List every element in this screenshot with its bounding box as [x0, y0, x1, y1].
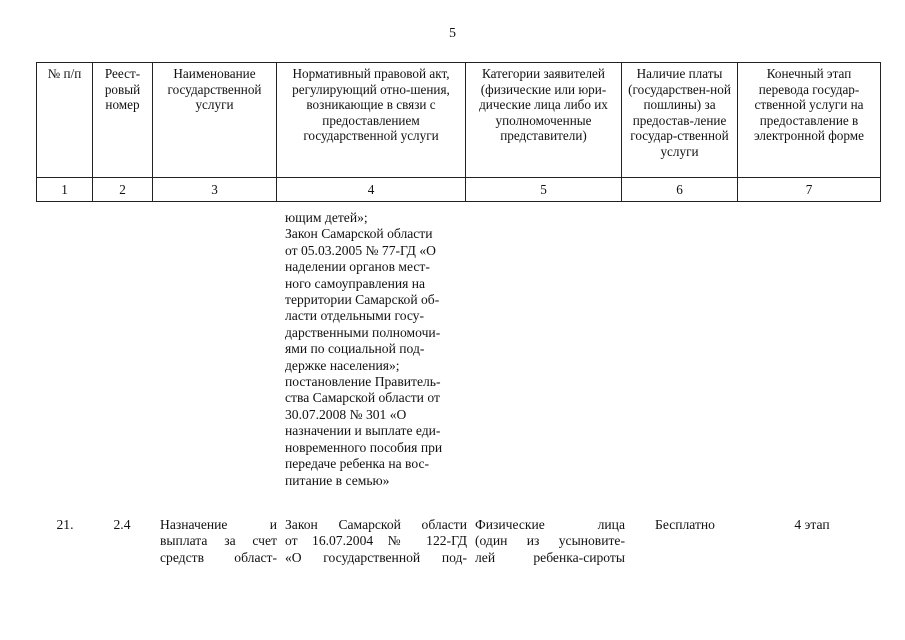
- continuation-line: 30.07.2008 № 301 «О: [285, 406, 407, 422]
- column-number-2: 2: [93, 178, 153, 202]
- header-number: № п/п: [37, 63, 93, 178]
- continuation-line: ного самоуправления на: [285, 275, 426, 291]
- category-line: (один из усыновите-: [475, 533, 625, 549]
- header-payment: Наличие платы (государствен-ной пошлины) за предостав-ление государ-ственной услуги: [622, 63, 738, 178]
- column-number-6: 6: [622, 178, 738, 202]
- service-name-line: Назначение и: [160, 517, 277, 532]
- column-number-5: 5: [466, 178, 622, 202]
- row-21-applicant-category: [475, 517, 625, 566]
- row-21-service-name: [160, 517, 277, 566]
- continuation-line: ства Самарской области от: [285, 390, 440, 406]
- column-number-3: 3: [153, 178, 277, 202]
- continuation-line: территории Самарской об-: [285, 292, 440, 308]
- continuation-line: Закон Самарской области: [285, 226, 433, 242]
- legal-act-line: «О государственной под-: [285, 549, 467, 565]
- continuation-line: новременного пособия при: [285, 439, 443, 455]
- category-line: лей ребенка-сироты: [475, 549, 625, 565]
- continuation-line: назначении и выплате еди-: [285, 423, 441, 439]
- service-name-line: средств област-: [160, 549, 277, 565]
- column-number-7: 7: [738, 178, 881, 202]
- services-table-header: [36, 62, 881, 202]
- continuation-line: передаче ребенка на вос-: [285, 456, 430, 472]
- column-number-1: 1: [37, 178, 93, 202]
- row-21-number: 21.: [56, 517, 74, 532]
- row-21-payment: Бесплатно: [655, 517, 715, 532]
- page-number: 5: [449, 26, 456, 41]
- category-line: Физические лица: [475, 517, 625, 532]
- header-final-stage: Конечный этап перевода государ-ственной услуги на предоставление в электронной форме: [738, 63, 881, 178]
- continuation-line: питание в семью»: [285, 472, 390, 488]
- continuation-line: дарственными полномочи-: [285, 324, 441, 340]
- row-21-final-stage: 4 этап: [794, 517, 830, 532]
- header-service-name: Наименование государственной услуги: [153, 63, 277, 178]
- continuation-line: ющим детей»;: [285, 210, 368, 225]
- continuation-line: держке населения»;: [285, 357, 400, 373]
- header-legal-act: Нормативный правовой акт, регулирующий отно-шения, возникающие в связи с предоставлением государственной услуги: [277, 63, 466, 178]
- continuation-line: постановление Правитель-: [285, 374, 441, 390]
- column-number-4: 4: [277, 178, 466, 202]
- continuation-line: ласти отдельными госу-: [285, 308, 425, 324]
- row-21-registry: 2.4: [113, 517, 131, 532]
- legal-act-continuation: [285, 210, 467, 489]
- header-applicant-category: Категории заявителей (физические или юри-дические лица либо их уполномоченные представители): [466, 63, 622, 178]
- header-registry: Реест-ровый номер: [93, 63, 153, 178]
- legal-act-line: от 16.07.2004 № 122-ГД: [285, 533, 467, 549]
- service-name-line: выплата за счет: [160, 533, 277, 549]
- continuation-line: наделении органов мест-: [285, 259, 430, 275]
- continuation-line: от 05.03.2005 № 77-ГД «О: [285, 242, 436, 258]
- row-21-legal-act: [285, 517, 467, 566]
- legal-act-line: Закон Самарской области: [285, 517, 467, 532]
- continuation-line: ями по социальной под-: [285, 341, 425, 357]
